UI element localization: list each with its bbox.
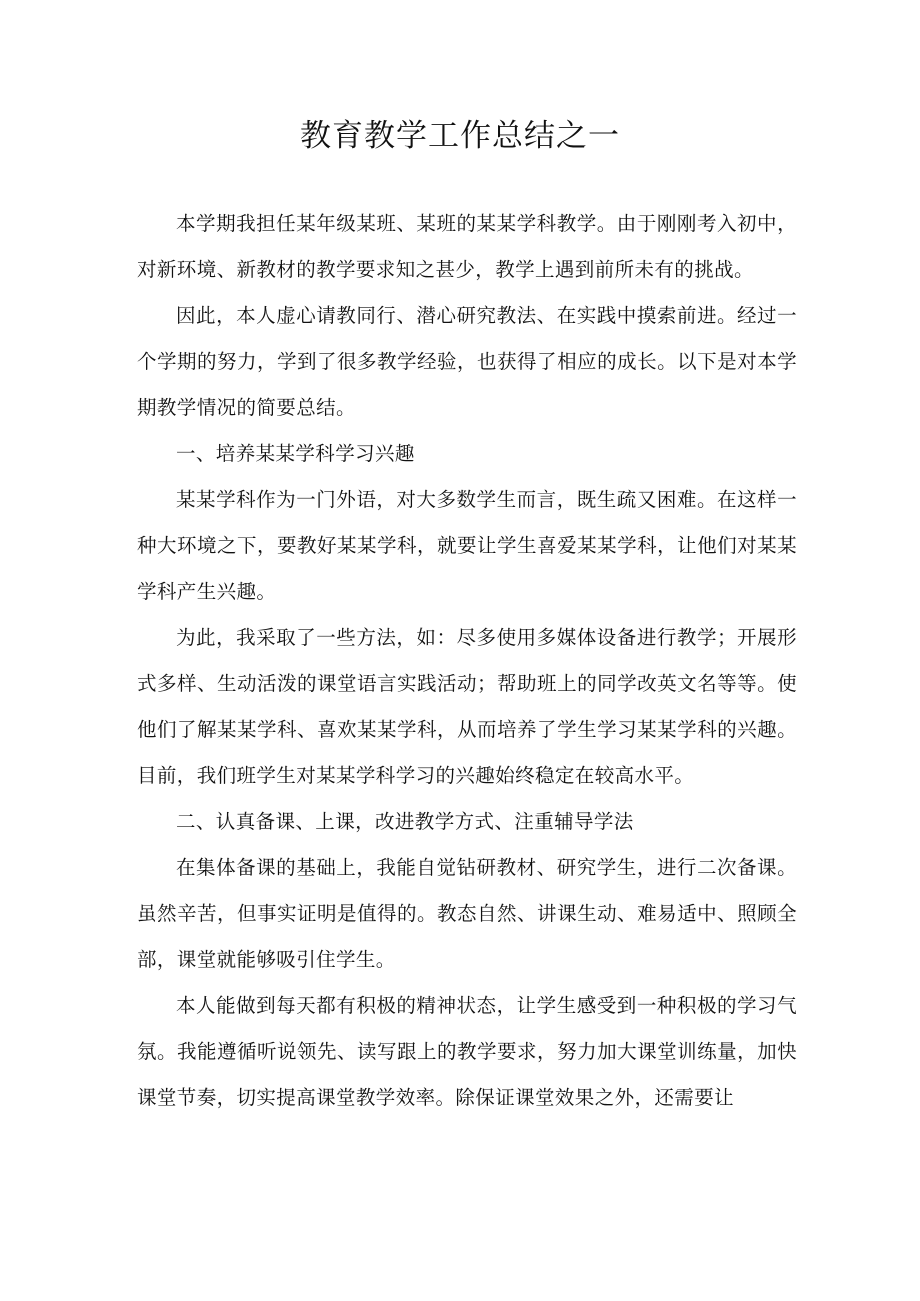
document-body — [137, 201, 797, 1121]
paragraph-intro: 本学期我担任某年级某班、某班的某某学科教学。由于刚刚考入初中，对新环境、新教材的教学要求知之甚少，教学上遇到前所未有的挑战。 — [137, 212, 797, 281]
paragraph-classroom-state: 本人能做到每天都有积极的精神状态，让学生感受到一种积极的学习气氛。我能遵循听说领先、读写跟上的教学要求，努力加大课堂训练量，加快课堂节奏，切实提高课堂教学效率。除保证课堂效果之外，还需要让 — [137, 994, 797, 1109]
section-heading-lesson-prep: 二、认真备课、上课，改进教学方式、注重辅导学法 — [176, 810, 634, 833]
paragraph-interest-methods: 为此，我采取了一些方法，如：尽多使用多媒体设备进行教学；开展形式多样、生动活泼的课堂语言实践活动；帮助班上的同学改英文名等等。使他们了解某某学科、喜欢某某学科，从而培养了学生学习某某学科的兴趣。目前，我们班学生对某某学科学习的兴趣始终稳定在较高水平。 — [137, 626, 797, 787]
paragraph-approach: 因此，本人虚心请教同行、潜心研究教法、在实践中摸索前进。经过一个学期的努力，学到了很多教学经验，也获得了相应的成长。以下是对本学期教学情况的简要总结。 — [137, 304, 797, 419]
section-heading-interest: 一、培养某某学科学习兴趣 — [176, 442, 415, 465]
paragraph-interest-context: 某某学科作为一门外语，对大多数学生而言，既生疏又困难。在这样一种大环境之下，要教好某某学科，就要让学生喜爱某某学科，让他们对某某学科产生兴趣。 — [137, 488, 797, 603]
document-title: 教育教学工作总结之一 — [300, 118, 620, 154]
paragraph-lesson-prep: 在集体备课的基础上，我能自觉钻研教材、研究学生，进行二次备课。虽然辛苦，但事实证明是值得的。教态自然、讲课生动、难易适中、照顾全部，课堂就能够吸引住学生。 — [137, 856, 797, 971]
